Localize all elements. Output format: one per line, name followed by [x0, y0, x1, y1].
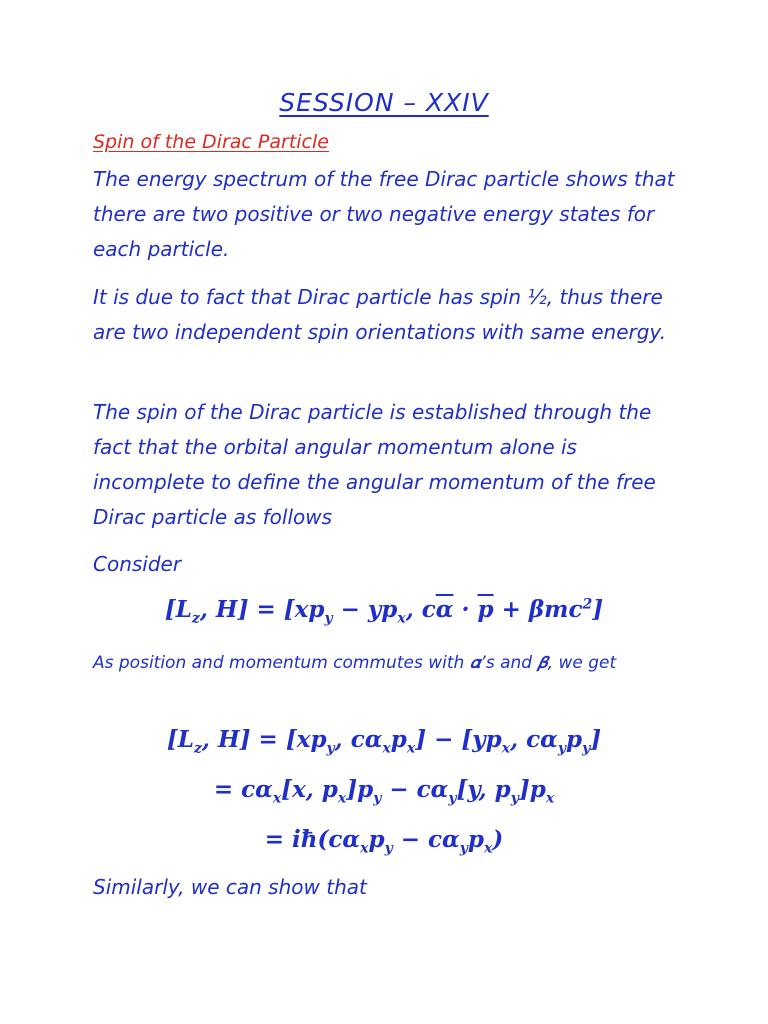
paragraph-spin-half: It is due to fact that Dirac particle has spin ½, thus there are two independent spin orientations with same energy.	[93, 285, 667, 344]
paragraph-energy-spectrum: The energy spectrum of the free Dirac particle shows that there are two positive or two negative energy states for each particle.	[93, 167, 675, 261]
equation-commutator-2: [$L_z$, $H] = [xp_y$, $c\alpha_xp_x] - [yp_x$, $c\alpha_yp_y$]	[166, 726, 602, 757]
page-title: SESSION – XXIV	[279, 88, 489, 117]
commute-text: As position and momentum commutes with 𝜶’s and 𝜷, we get	[93, 653, 617, 673]
equation-commutator-4: = $iħ(c\alpha_xp_y - c\alpha_yp_x)$	[264, 826, 504, 857]
section-heading: Spin of the Dirac Particle	[93, 131, 329, 153]
consider-text: Consider	[93, 552, 182, 576]
similarly-text: Similarly, we can show that	[93, 875, 367, 899]
equation-commutator-3: = $c\alpha_x[x$, $p_x]p_y - c\alpha_y[y$, $p_y]p_x$	[213, 776, 555, 807]
equation-commutator-1: [$L_z$, $H] = [xp_y - yp_x$, $c\overline{\alpha} \cdot \overline{p} + \beta mc^2$]	[164, 596, 604, 627]
paragraph-orbital-momentum: The spin of the Dirac particle is established through the fact that the orbital angular momentum alone is incomplete to define the angular momentum of the free Dirac particle as follows	[93, 400, 656, 529]
